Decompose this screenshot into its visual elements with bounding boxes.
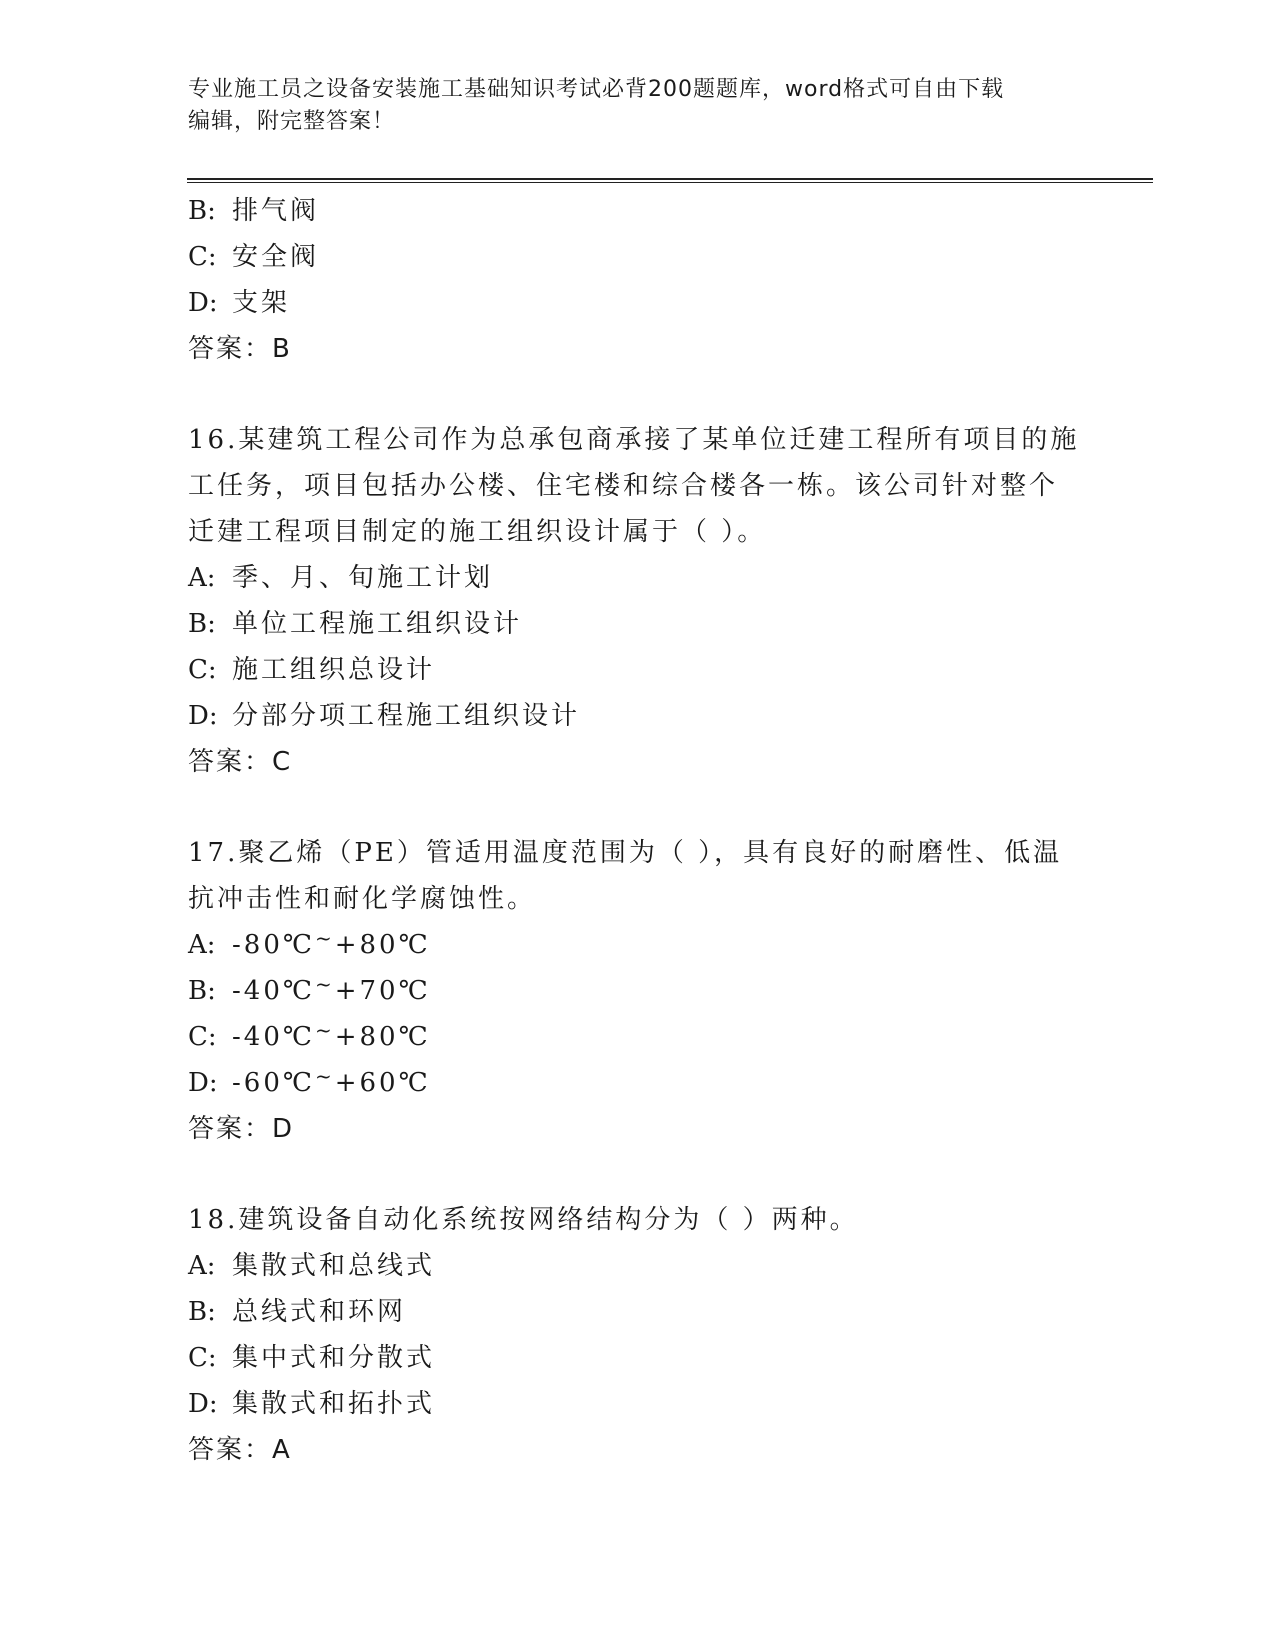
option-letter: D: [188,1389,218,1419]
option-a [188,922,1088,968]
option-d [188,693,1088,739]
option-a [188,1243,1088,1289]
tilde-mark: ~ [314,972,335,996]
answer-line: 答案：D [188,1114,295,1144]
option-letter: C: [188,655,217,685]
option-range-low: -40℃ [232,976,315,1006]
option-a [188,555,1088,601]
option-letter: D: [188,701,218,731]
tilde-mark: ~ [314,926,335,950]
answer-line: 答案：B [188,334,292,364]
option-letter: A: [188,563,216,593]
option-b [188,188,1088,234]
option-range-low: -40℃ [232,1022,315,1052]
option-c [188,1014,1088,1060]
option-c [188,647,1088,693]
header-line-1: 专业施工员之设备安装施工基础知识考试必背200题题库，word格式可自由下载 [188,77,1005,102]
option-b [188,968,1088,1014]
option-text: 支架 [232,288,291,318]
option-text: 总线式和环网 [232,1297,407,1327]
question-17 [188,830,1088,1152]
tilde-mark: ~ [314,1018,335,1042]
option-letter: C: [188,242,217,272]
option-range-high: +70℃ [334,976,431,1006]
answer-line: 答案：C [188,747,293,777]
option-d [188,280,1088,326]
question-stem-line: 迁建工程项目制定的施工组织设计属于（ ）。 [188,517,767,547]
question-stem-line: 16.某建筑工程公司作为总承包商承接了某单位迁建工程所有项目的施 [188,425,1080,455]
option-letter: D: [188,288,218,318]
option-letter: C: [188,1022,217,1052]
option-text: 集散式和拓扑式 [232,1389,436,1419]
question-18 [188,1197,1088,1473]
option-c [188,1335,1088,1381]
question-15-tail [188,188,1088,372]
option-letter: A: [188,930,216,960]
option-text: 集中式和分散式 [232,1343,436,1373]
option-letter: B: [188,196,216,226]
document-header [188,74,1088,138]
header-line-2: 编辑，附完整答案！ [188,109,396,134]
option-range-high: +60℃ [334,1068,431,1098]
option-text: 排气阀 [232,196,320,226]
option-b [188,1289,1088,1335]
option-letter: A: [188,1251,216,1281]
option-d [188,1060,1088,1106]
question-stem-line: 抗冲击性和耐化学腐蚀性。 [188,884,537,914]
header-divider [187,178,1153,183]
option-c [188,234,1088,280]
option-text: 季、月、旬施工计划 [232,563,494,593]
question-stem-line: 17.聚乙烯（PE）管适用温度范围为（ ），具有良好的耐磨性、低温 [188,838,1063,868]
answer-line: 答案：A [188,1435,292,1465]
question-16 [188,417,1088,785]
option-letter: C: [188,1343,217,1373]
option-letter: B: [188,609,216,639]
question-stem-line: 18.建筑设备自动化系统按网络结构分为（ ）两种。 [188,1205,859,1235]
option-text: 集散式和总线式 [232,1251,436,1281]
option-letter: B: [188,976,216,1006]
option-text: 分部分项工程施工组织设计 [232,701,581,731]
option-range-low: -60℃ [232,1068,315,1098]
option-text: 施工组织总设计 [232,655,436,685]
option-text: 单位工程施工组织设计 [232,609,523,639]
option-range-high: +80℃ [334,930,431,960]
question-list [188,188,1088,1473]
option-letter: B: [188,1297,216,1327]
question-stem-line: 工任务，项目包括办公楼、住宅楼和综合楼各一栋。该公司针对整个 [188,471,1059,501]
option-range-low: -80℃ [232,930,315,960]
option-b [188,601,1088,647]
option-letter: D: [188,1068,218,1098]
option-d [188,1381,1088,1427]
option-range-high: +80℃ [334,1022,431,1052]
option-text: 安全阀 [232,242,320,272]
tilde-mark: ~ [314,1064,335,1088]
